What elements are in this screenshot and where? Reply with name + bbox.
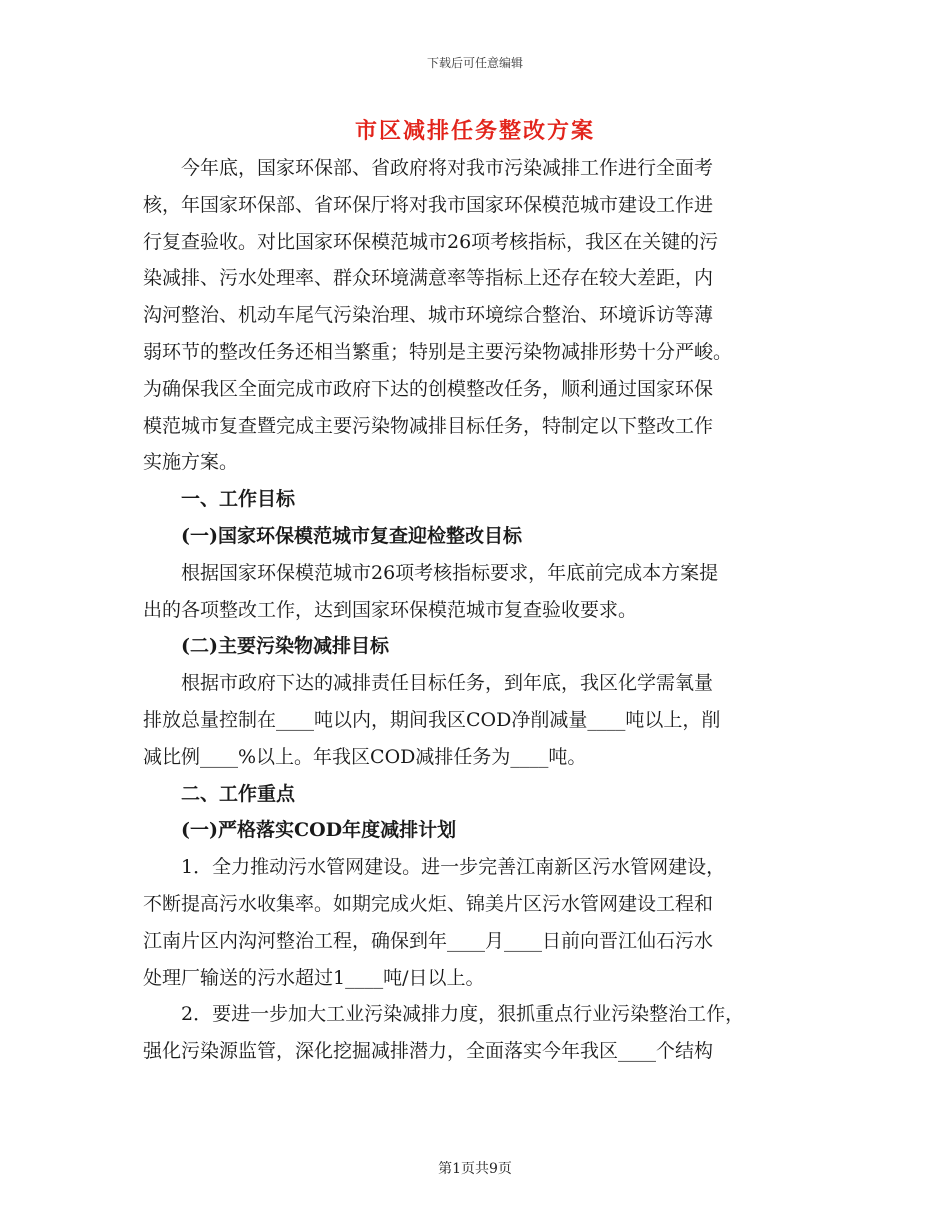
paragraph-line: 2．要进一步加大工业污染减排力度，狠抓重点行业污染整治工作， — [143, 1003, 745, 1026]
header-note: 下载后可任意编辑 — [426, 56, 523, 70]
paragraph-line: 沟河整治、机动车尾气污染治理、城市环境综合整治、环境诉访等薄 — [143, 304, 714, 327]
paragraph-line: 根据国家环保模范城市26项考核指标要求，年底前完成本方案提 — [143, 561, 719, 584]
paragraph-line: 强化污染源监管，深化挖掘减排潜力，全面落实今年我区____个结构 — [143, 1040, 714, 1063]
paragraph-line: 不断提高污水收集率。如期完成火炬、锦美片区污水管网建设工程和 — [143, 892, 714, 915]
section-heading: 二、工作重点 — [143, 782, 296, 805]
document-title: 市区减排任务整改方案 — [354, 118, 595, 144]
paragraph-line: 江南片区内沟河整治工程，确保到年____月____日前向晋江仙石污水 — [143, 929, 714, 952]
paragraph-line: 弱环节的整改任务还相当繁重；特别是主要污染物减排形势十分严峻。 — [143, 340, 733, 363]
paragraph-line: 排放总量控制在____吨以内，期间我区COD净削减量____吨以上，削 — [143, 708, 721, 731]
paragraph-line: 实施方案。 — [143, 451, 239, 474]
section-heading: (一)严格落实COD年度减排计划 — [143, 819, 457, 842]
page-footer: 第1页共9页 — [438, 1161, 512, 1177]
paragraph-line: 今年底，国家环保部、省政府将对我市污染减排工作进行全面考 — [143, 157, 714, 179]
paragraph-line: 根据市政府下达的减排责任目标任务，到年底，我区化学需氧量 — [143, 672, 714, 695]
document-body — [143, 150, 808, 1070]
paragraph-line: 模范城市复查暨完成主要污染物减排目标任务，特制定以下整改工作 — [143, 414, 714, 437]
section-heading: (二)主要污染物减排目标 — [143, 635, 389, 658]
paragraph-line: 减比例____%以上。年我区COD减排任务为____吨。 — [143, 745, 587, 768]
paragraph-line: 处理厂输送的污水超过1____吨/日以上。 — [143, 966, 485, 989]
paragraph-line: 行复查验收。对比国家环保模范城市26项考核指标，我区在关键的污 — [143, 230, 719, 253]
paragraph-line: 出的各项整改工作，达到国家环保模范城市复查验收要求。 — [143, 598, 638, 621]
paragraph-line: 为确保我区全面完成市政府下达的创模整改任务，顺利通过国家环保 — [143, 377, 714, 400]
paragraph-line: 1．全力推动污水管网建设。进一步完善江南新区污水管网建设， — [143, 856, 726, 879]
section-heading: (一)国家环保模范城市复查迎检整改目标 — [143, 524, 522, 547]
section-heading: 一、工作目标 — [143, 488, 296, 511]
paragraph-line: 核，年国家环保部、省环保厅将对我市国家环保模范城市建设工作进 — [143, 193, 714, 216]
paragraph-line: 染减排、污水处理率、群众环境满意率等指标上还存在较大差距，内 — [143, 267, 714, 290]
